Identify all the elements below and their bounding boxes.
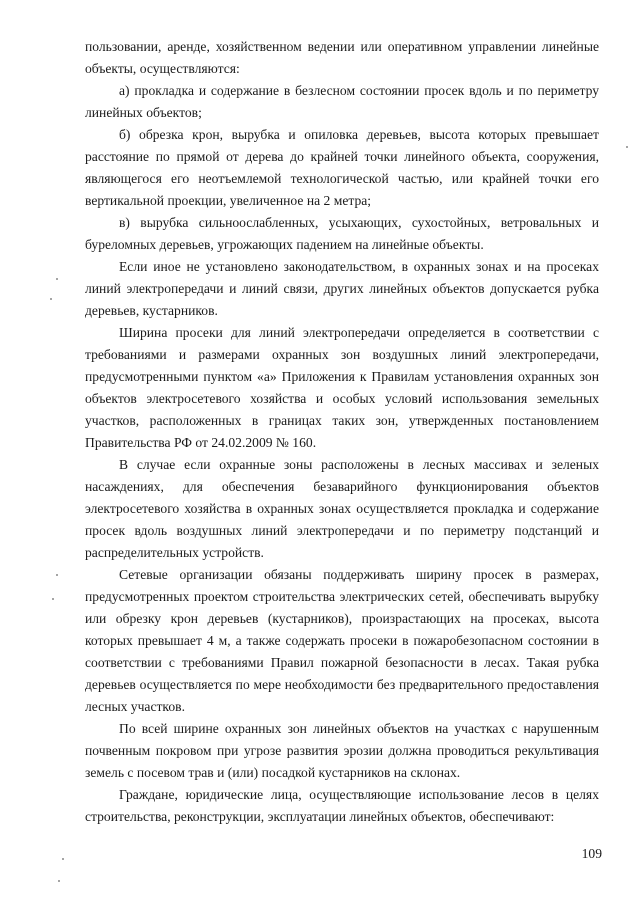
paragraph-2: а) прокладка и содержание в безлесном состоянии просек вдоль и по периметру линейных объектов; (85, 83, 599, 120)
paragraph-3: б) обрезка крон, вырубка и опиловка деревьев, высота которых превышает расстояние по прямой от дерева до крайней точки линейного объекта, сооружения, являющегося его неотъемлемой технологической частью, или крайней точки его вертикальной проекции, увеличенное на 2 метра; (85, 127, 599, 208)
scan-speck (56, 278, 58, 280)
paragraph-6: Ширина просеки для линий электропередачи определяется в соответствии с требованиями и размерами охранных зон воздушных линий электропередачи, предусмотренными пунктом «а» Приложения к Правилам установления охранных зон объектов электросетевого хозяйства и особых условий использования земельных участков, расположенных в границах таких зон, утвержденных постановлением Правительства РФ от 24.02.2009 № 160. (85, 325, 599, 450)
paragraph-10: Граждане, юридические лица, осуществляющие использование лесов в целях строительства, реконструкции, эксплуатации линейных объектов, обеспечивают: (85, 787, 599, 824)
scan-speck (50, 298, 52, 300)
paragraph-1: пользовании, аренде, хозяйственном ведении или оперативном управлении линейные объекты, осуществляются: (85, 39, 599, 76)
scan-speck (52, 598, 54, 600)
paragraph-8: Сетевые организации обязаны поддерживать ширину просек в размерах, предусмотренных проектом строительства электрических сетей, обеспечивать вырубку или обрезку крон деревьев (кустарников), произрастающих на просеках, высота которых превышает 4 м, а также содержать просеки в пожаробезопасном состоянии в соответствии с требованиями Правил пожарной безопасности в лесах. Такая рубка деревьев осуществляется по мере необходимости без предварительного предоставления лесных участков. (85, 567, 599, 714)
page-number: 109 (581, 846, 602, 861)
scan-speck (58, 880, 60, 882)
scan-speck (62, 858, 64, 860)
paragraph-4: в) вырубка сильноослабленных, усыхающих, сухостойных, ветровальных и буреломных деревьев, угрожающих падением на линейные объекты. (85, 215, 599, 252)
scan-speck (56, 574, 58, 576)
paragraph-9: По всей ширине охранных зон линейных объектов на участках с нарушенным почвенным покровом при угрозе развития эрозии должна проводиться рекультивация земель с посевом трав и (или) посадкой кустарников на склонах. (85, 721, 599, 780)
body-text (85, 36, 599, 828)
paragraph-5: Если иное не установлено законодательством, в охранных зонах и на просеках линий электропередачи и линий связи, других линейных объектов допускается рубка деревьев, кустарников. (85, 259, 599, 318)
scan-speck (626, 146, 628, 148)
paragraph-7: В случае если охранные зоны расположены в лесных массивах и зеленых насаждениях, для обеспечения безаварийного функционирования объектов электросетевого хозяйства в охранных зонах осуществляется прокладка и содержание просек вдоль воздушных линий электропередачи и по периметру подстанций и распределительных устройств. (85, 457, 599, 560)
